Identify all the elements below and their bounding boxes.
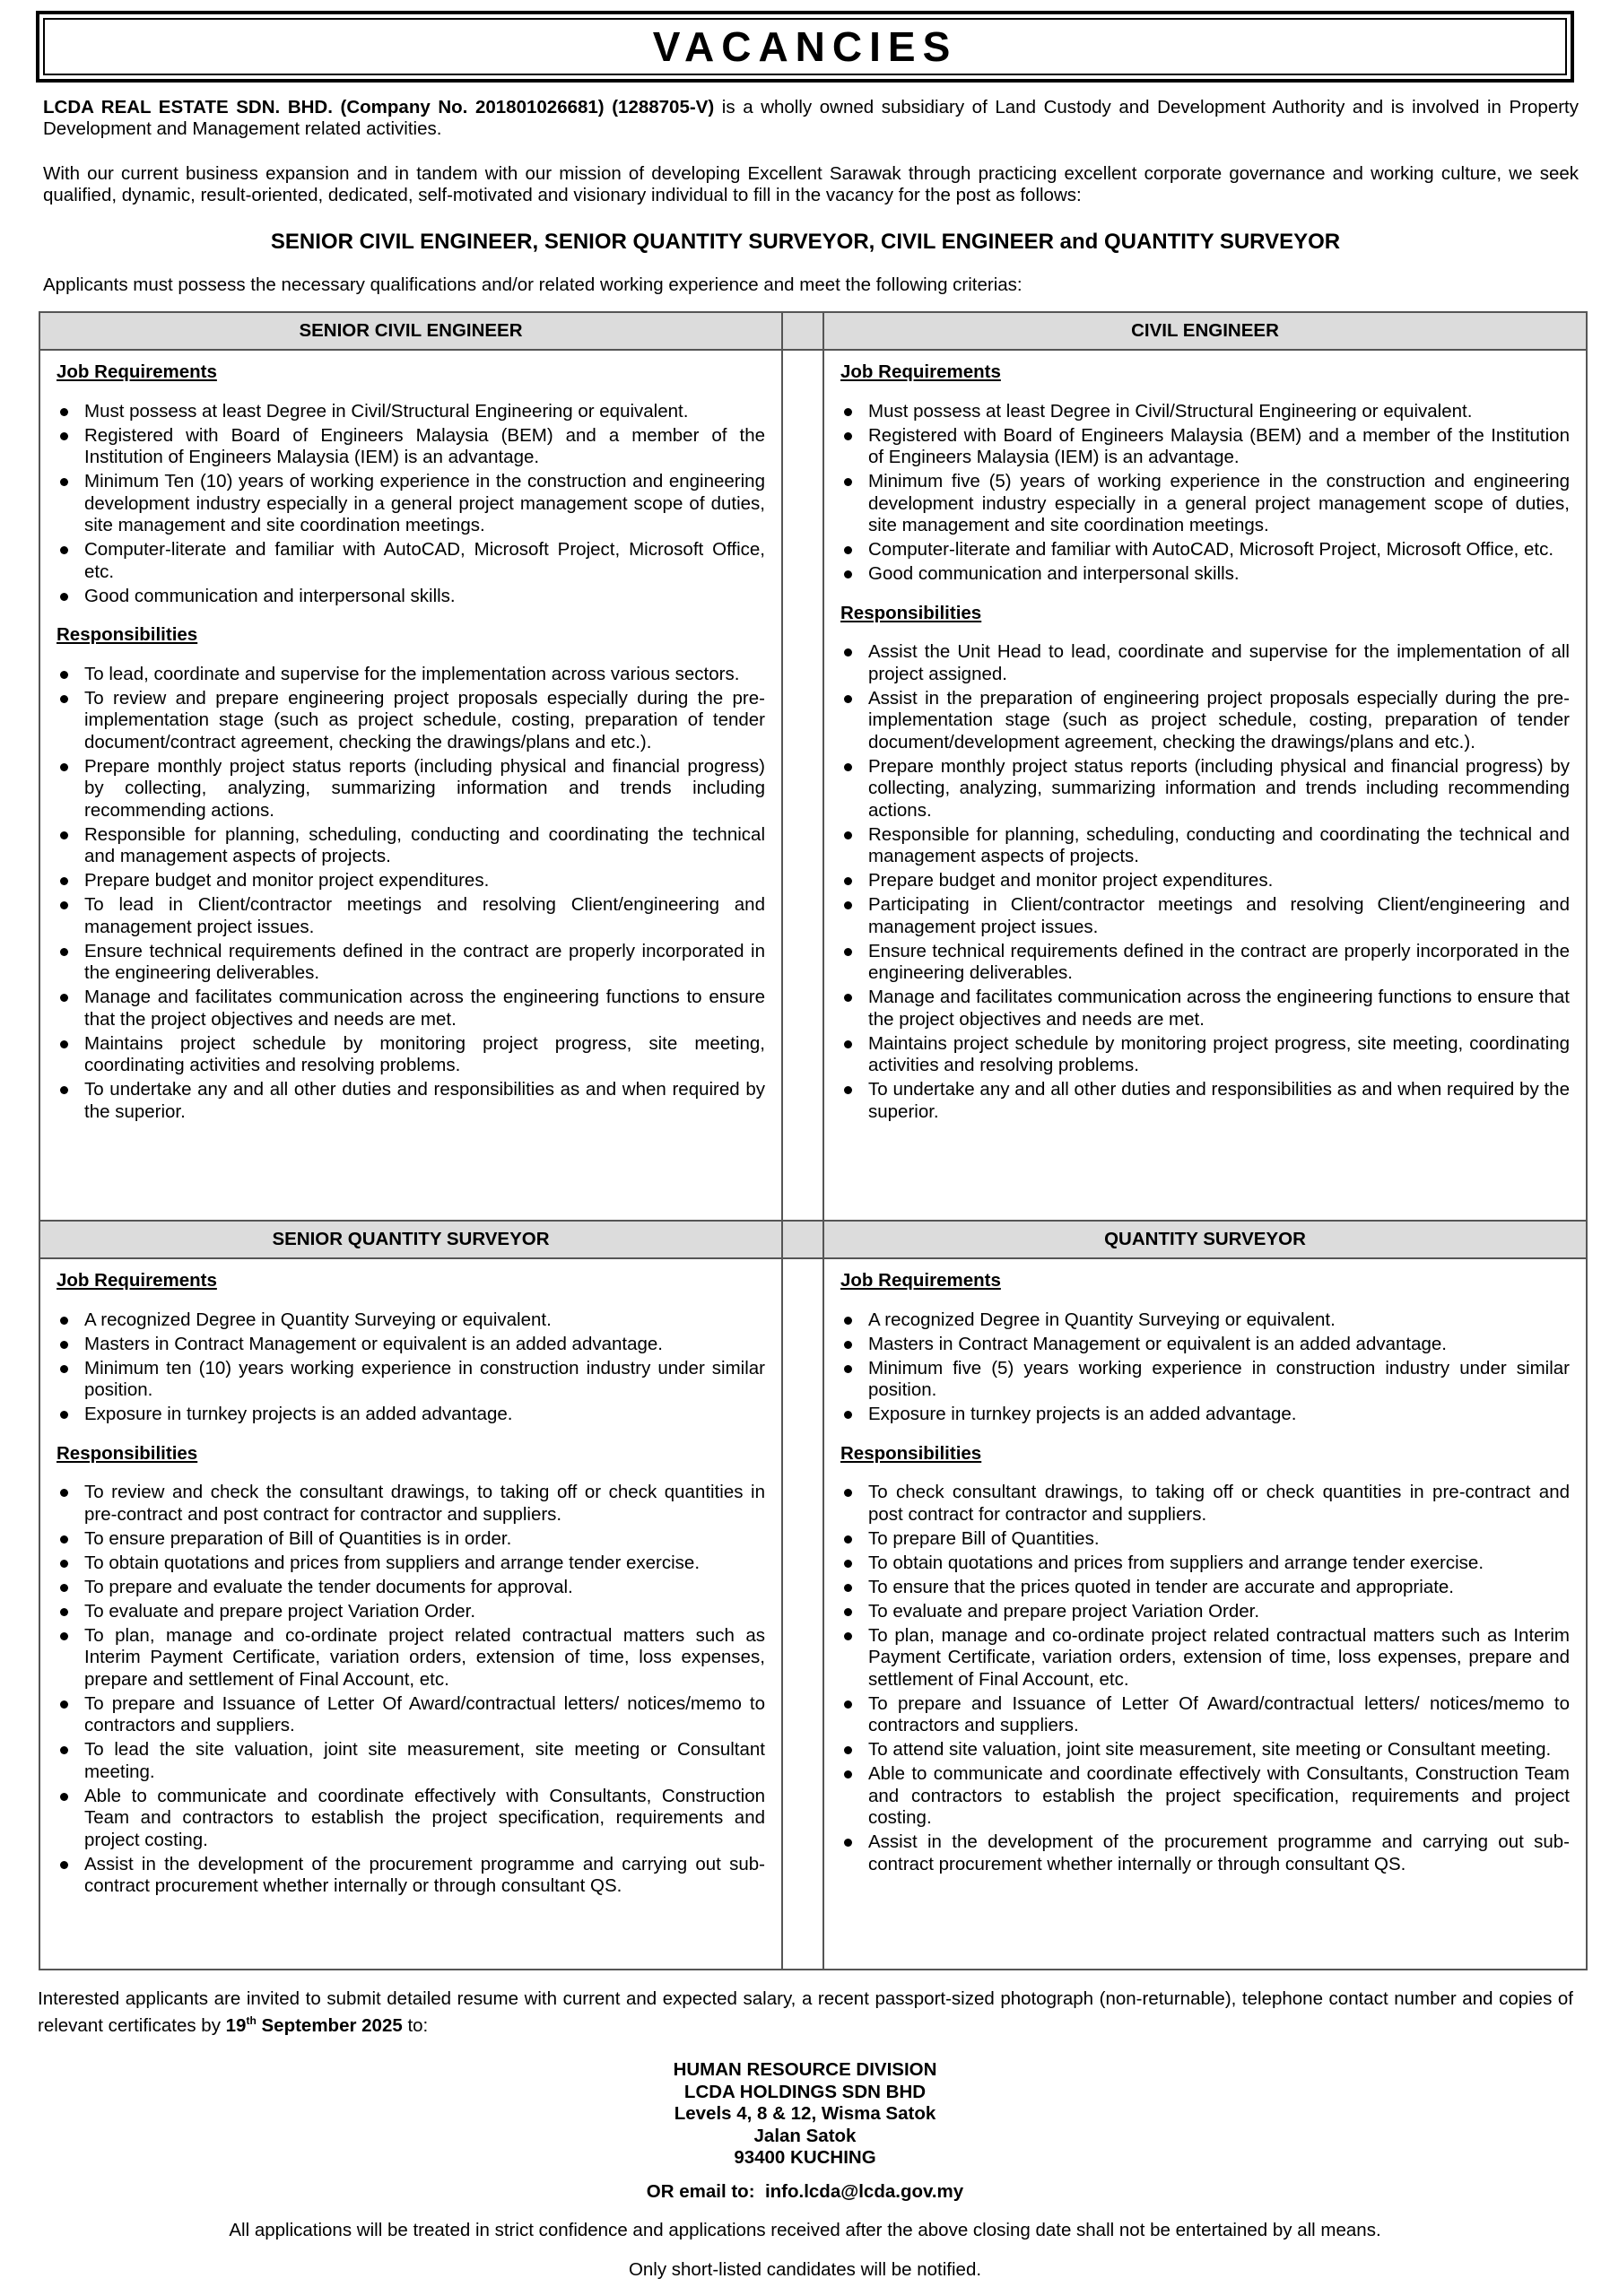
bullet-item: Able to communicate and coordinate effectively with Consultants, Construction Team and contractors to establish the project specification, requirements and project costing. [840, 1763, 1570, 1830]
bullet-item: Prepare budget and monitor project expenditures. [57, 870, 765, 892]
bullet-item: Must possess at least Degree in Civil/Structural Engineering or equivalent. [57, 401, 765, 423]
deadline-ordinal: th [246, 2014, 257, 2027]
bullet-item: Assist the Unit Head to lead, coordinate and supervise for the implementation of all project assigned. [840, 641, 1570, 685]
bullet-item: Participating in Client/contractor meetings and resolving Client/engineering and management project issues. [840, 894, 1570, 938]
address-line: 93400 KUCHING [734, 2147, 876, 2168]
shortlist-note: Only short-listed candidates will be notified. [628, 2259, 982, 2280]
responsibilities-list [57, 1482, 765, 1898]
bullet-item: To ensure that the prices quoted in tender are accurate and appropriate. [840, 1577, 1570, 1599]
job-requirements-heading: Job Requirements [840, 361, 1001, 382]
job-requirements-heading: Job Requirements [57, 361, 217, 382]
job-requirements-heading: Job Requirements [840, 1270, 1001, 1291]
bullet-item: Good communication and interpersonal skills. [57, 586, 765, 608]
bullet-item: Responsible for planning, scheduling, conducting and coordinating the technical and management aspects of projects. [840, 824, 1570, 868]
responsibilities-heading: Responsibilities [840, 602, 982, 623]
responsibilities-list [57, 664, 765, 1124]
bullet-item: To evaluate and prepare project Variation Order. [57, 1601, 765, 1623]
separator-header [783, 313, 822, 351]
address-line: Jalan Satok [753, 2125, 857, 2146]
bullet-item: To plan, manage and co-ordinate project related contractual matters such as Interim Payment Certificate, variation orders, extension of time, loss expenses, prepare and settlement of Final Account, etc. [840, 1625, 1570, 1692]
mailing-address [0, 2059, 1610, 2170]
intro-paragraph-mission: With our current business expansion and in tandem with our mission of developing Excellent Sarawak through practicing excellent corporate governance and working culture, we seek qualified, dynamic, result-oriented, dedicated, self-motivated and visionary individual to fill in the vacancy for the post as follows: [43, 163, 1579, 205]
company-description: is a wholly owned subsidiary of Land Custody and Development Authority and is involved in Property Development and Management related activities. [43, 97, 1579, 139]
requirements-list [57, 401, 765, 608]
bullet-item: To plan, manage and co-ordinate project related contractual matters such as Interim Payment Certificate, variation orders, extension of time, loss expenses, prepare and settlement of Final Account, etc. [57, 1625, 765, 1692]
bullet-item: To prepare and Issuance of Letter Of Award/contractual letters/ notices/memo to contractors and suppliers. [57, 1693, 765, 1737]
position-cell-senior-quantity-surveyor [39, 1220, 783, 1970]
bullet-item: To prepare Bill of Quantities. [840, 1528, 1570, 1551]
bullet-item: To review and prepare engineering project proposals especially during the pre-implementation stage (such as project schedule, costing, preparation of tender document/contract agreement, checking the drawings/plans and etc.). [57, 688, 765, 754]
bullet-item: To lead the site valuation, joint site measurement, site meeting or Consultant meeting. [57, 1739, 765, 1783]
requirements-list [57, 1309, 765, 1426]
bullet-item: Computer-literate and familiar with AutoCAD, Microsoft Project, Microsoft Office, etc. [57, 539, 765, 583]
bullet-item: To obtain quotations and prices from suppliers and arrange tender exercise. [840, 1552, 1570, 1575]
bullet-item: To check consultant drawings, to taking off or check quantities in pre-contract and post contract for contractor and suppliers. [840, 1482, 1570, 1526]
position-header: QUANTITY SURVEYOR [824, 1222, 1586, 1259]
bullet-item: To obtain quotations and prices from suppliers and arrange tender exercise. [57, 1552, 765, 1575]
confidentiality-note: All applications will be treated in strict confidence and applications received after the above closing date shall not be entertained by all means. [229, 2220, 1381, 2240]
positions-table [39, 311, 1588, 1970]
bullet-item: A recognized Degree in Quantity Surveying or equivalent. [57, 1309, 765, 1332]
bullet-item: Assist in the preparation of engineering project proposals especially during the pre-implementation stage (such as project schedule, costing, preparation of tender document/development agreement, checking the drawings/plans and etc.). [840, 688, 1570, 754]
application-text-end: to: [402, 2014, 429, 2036]
bullet-item: Minimum five (5) years of working experience in the construction and engineering development industry especially in a general project management scope of duties, site management and site coordination meetings. [840, 471, 1570, 537]
bullet-item: Manage and facilitates communication across the engineering functions to ensure that the project objectives and needs are met. [57, 987, 765, 1031]
bullet-item: To lead, coordinate and supervise for the implementation across various sectors. [57, 664, 765, 686]
bullet-item: Manage and facilitates communication across the engineering functions to ensure that the project objectives and needs are met. [840, 987, 1570, 1031]
bullet-item: To evaluate and prepare project Variation Order. [840, 1601, 1570, 1623]
responsibilities-list [840, 1482, 1570, 1875]
responsibilities-heading: Responsibilities [57, 1442, 198, 1464]
deadline-date [226, 2015, 403, 2036]
bullet-item: Masters in Contract Management or equivalent is an added advantage. [57, 1334, 765, 1356]
bullet-item: A recognized Degree in Quantity Surveying or equivalent. [840, 1309, 1570, 1332]
bullet-item: Minimum Ten (10) years of working experience in the construction and engineering development industry especially in a general project management scope of duties, site management and site coordination meetings. [57, 471, 765, 537]
bullet-item: To undertake any and all other duties and responsibilities as and when required by the superior. [840, 1079, 1570, 1123]
intro-paragraph-company [43, 97, 1579, 140]
requirements-list [840, 401, 1570, 586]
email-line [0, 2181, 1610, 2203]
application-instructions [38, 1988, 1573, 2037]
address-line: Levels 4, 8 & 12, Wisma Satok [674, 2103, 936, 2124]
bullet-item: Good communication and interpersonal skills. [840, 563, 1570, 586]
responsibilities-list [840, 641, 1570, 1123]
table-separator-column [781, 1220, 824, 1970]
bullet-item: Ensure technical requirements defined in the contract are properly incorporated in the engineering deliverables. [57, 941, 765, 985]
bullet-item: Maintains project schedule by monitoring project progress, site meeting, coordinating activities and resolving problems. [57, 1033, 765, 1077]
position-header: SENIOR CIVIL ENGINEER [40, 313, 781, 351]
title-banner [36, 11, 1574, 83]
bullet-item: Minimum five (5) years working experience in construction industry under similar position. [840, 1358, 1570, 1402]
bullet-item: Computer-literate and familiar with AutoCAD, Microsoft Project, Microsoft Office, etc. [840, 539, 1570, 561]
position-cell-civil-engineer [822, 311, 1588, 1222]
bullet-item: Ensure technical requirements defined in the contract are properly incorporated in the engineering deliverables. [840, 941, 1570, 985]
requirements-list [840, 1309, 1570, 1426]
bullet-item: To undertake any and all other duties and responsibilities as and when required by the superior. [57, 1079, 765, 1123]
bullet-item: Prepare budget and monitor project expenditures. [840, 870, 1570, 892]
bullet-item: To prepare and Issuance of Letter Of Award/contractual letters/ notices/memo to contractors and suppliers. [840, 1693, 1570, 1737]
bullet-item: Responsible for planning, scheduling, conducting and coordinating the technical and management aspects of projects. [57, 824, 765, 868]
bullet-item: Must possess at least Degree in Civil/Structural Engineering or equivalent. [840, 401, 1570, 423]
deadline-day: 19 [225, 2014, 247, 2036]
bullet-item: Assist in the development of the procurement programme and carrying out sub-contract procurement whether internally or through consultant QS. [840, 1831, 1570, 1875]
bullet-item: Able to communicate and coordinate effectively with Consultants, Construction Team and contractors to establish the project specification, requirements and project costing. [57, 1786, 765, 1852]
positions-headline: SENIOR CIVIL ENGINEER, SENIOR QUANTITY SURVEYOR, CIVIL ENGINEER and QUANTITY SURVEYOR [270, 230, 1341, 254]
bullet-item: To ensure preparation of Bill of Quantities is in order. [57, 1528, 765, 1551]
email-address[interactable]: info.lcda@lcda.gov.my [764, 2181, 964, 2202]
application-text: Interested applicants are invited to submit detailed resume with current and expected salary, a recent passport-sized photograph (non-returnable), telephone contact number and copies of relevant certificates by [38, 1988, 1573, 2036]
bullet-item: Registered with Board of Engineers Malaysia (BEM) and a member of the Institution of Engineers Malaysia (IEM) is an advantage. [840, 425, 1570, 469]
page-title: VACANCIES [652, 23, 958, 70]
position-header: SENIOR QUANTITY SURVEYOR [40, 1222, 781, 1259]
job-requirements-heading: Job Requirements [57, 1270, 217, 1291]
bullet-item: Maintains project schedule by monitoring project progress, site meeting, coordinating activities and resolving problems. [840, 1033, 1570, 1077]
bullet-item: To prepare and evaluate the tender documents for approval. [57, 1577, 765, 1599]
title-inner-frame [43, 18, 1567, 75]
criteria-text: Applicants must possess the necessary qualifications and/or related working experience and meet the following criterias: [43, 274, 1023, 295]
bullet-item: Masters in Contract Management or equivalent is an added advantage. [840, 1334, 1570, 1356]
responsibilities-heading: Responsibilities [840, 1442, 982, 1464]
bullet-item: Registered with Board of Engineers Malaysia (BEM) and a member of the Institution of Engineers Malaysia (IEM) is an advantage. [57, 425, 765, 469]
bullet-item: Exposure in turnkey projects is an added advantage. [840, 1404, 1570, 1426]
position-cell-senior-civil-engineer [39, 311, 783, 1222]
address-line: HUMAN RESOURCE DIVISION [673, 2059, 937, 2080]
bullet-item: Exposure in turnkey projects is an added advantage. [57, 1404, 765, 1426]
bullet-item: Minimum ten (10) years working experience in construction industry under similar position. [57, 1358, 765, 1402]
email-label: OR email to: [646, 2181, 755, 2202]
responsibilities-heading: Responsibilities [57, 624, 198, 645]
bullet-item: To lead in Client/contractor meetings and resolving Client/engineering and management project issues. [57, 894, 765, 938]
position-cell-quantity-surveyor [822, 1220, 1588, 1970]
bullet-item: Prepare monthly project status reports (including physical and financial progress) by collecting, analyzing, summarizing information and trends including recommending actions. [840, 756, 1570, 822]
address-line: LCDA HOLDINGS SDN BHD [683, 2081, 927, 2102]
position-header: CIVIL ENGINEER [824, 313, 1586, 351]
company-name: LCDA REAL ESTATE SDN. BHD. (Company No. 201801026681) (1288705-V) [43, 97, 715, 117]
deadline-month-year: September 2025 [256, 2014, 403, 2036]
separator-header [783, 1222, 822, 1259]
bullet-item: To attend site valuation, joint site measurement, site meeting or Consultant meeting. [840, 1739, 1570, 1761]
table-separator-column [781, 311, 824, 1222]
bullet-item: To review and check the consultant drawings, to taking off or check quantities in pre-contract and post contract for contractor and suppliers. [57, 1482, 765, 1526]
bullet-item: Assist in the development of the procurement programme and carrying out sub-contract procurement whether internally or through consultant QS. [57, 1854, 765, 1898]
bullet-item: Prepare monthly project status reports (including physical and financial progress) by collecting, analyzing, summarizing information and trends including recommending actions. [57, 756, 765, 822]
